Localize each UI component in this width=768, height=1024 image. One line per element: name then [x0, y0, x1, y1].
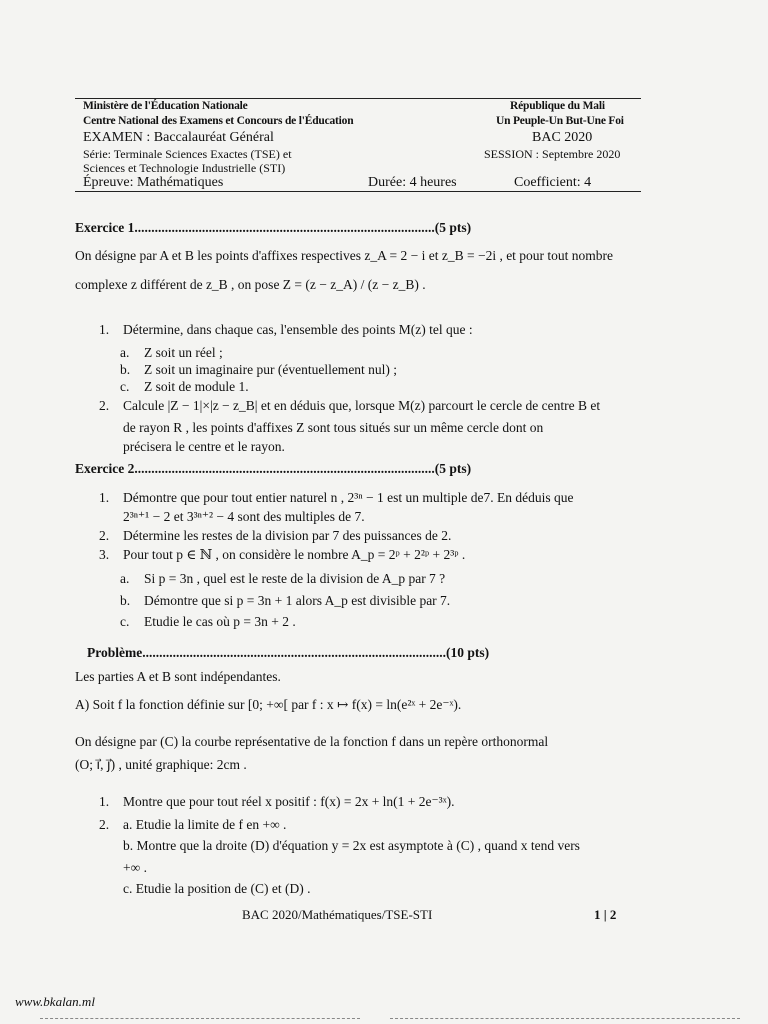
exercise-1-question-1b: Z soit un imaginaire pur (éventuellement nul) ; — [144, 362, 398, 377]
item-number: 2. — [99, 817, 110, 832]
item-letter: a. — [120, 345, 130, 360]
item-letter: a. — [120, 571, 130, 586]
exercise-2-question-3c: Etudie le cas où p = 3n + 2 . — [144, 614, 296, 629]
epreuve: Épreuve: Mathématiques — [83, 175, 224, 190]
problem-curve-line-2: (O; i⃗, j⃗) , unité graphique: 2cm . — [75, 757, 247, 772]
exercise-2-question-1-line-1: Démontre que pour tout entier naturel n , 2³ⁿ − 1 est un multiple de7. En déduis que — [123, 490, 574, 505]
exercise-1-question-1c: Z soit de module 1. — [144, 379, 249, 394]
session: SESSION : Septembre 2020 — [484, 147, 621, 161]
exam-type: EXAMEN : Baccalauréat Général — [83, 130, 274, 145]
exercise-1-question-2-line-3: précisera le centre et le rayon. — [123, 439, 285, 454]
problem-part-a-definition: A) Soit f la fonction définie sur [0; +∞[ par f : x ↦ f(x) = ln(e²ˣ + 2e⁻ˣ). — [75, 697, 462, 712]
footer-exam-reference: BAC 2020/Mathématiques/TSE-STI — [242, 907, 433, 922]
exercise-2-question-2: Détermine les restes de la division par 7 des puissances de 2. — [123, 528, 452, 543]
item-number: 2. — [99, 398, 110, 413]
exercise-2-question-3a: Si p = 3n , quel est le reste de la division de A_p par 7 ? — [144, 571, 446, 586]
exam-center-name: Centre National des Examens et Concours de l'Éducation — [83, 115, 354, 127]
republic-name: République du Mali — [510, 100, 605, 112]
problem-question-1: Montre que pour tout réel x positif : f(x) = 2x + ln(1 + 2e⁻³ˣ). — [123, 794, 455, 809]
item-number: 2. — [99, 528, 110, 543]
exercise-1-question-2-line-1: Calcule |Z − 1|×|z − z_B| et en déduis que, lorsque M(z) parcourt le cercle de centre B et — [123, 398, 601, 413]
item-number: 3. — [99, 547, 110, 562]
problem-question-2b-line-2: +∞ . — [123, 860, 147, 875]
duration: Durée: 4 heures — [368, 175, 457, 190]
serie-line-1: Série: Terminale Sciences Exactes (TSE) et — [83, 147, 292, 161]
coefficient: Coefficient: 4 — [514, 175, 592, 190]
exercise-1-intro-line-2: complexe z différent de z_B , on pose Z = (z − z_A) / (z − z_B) . — [75, 277, 426, 292]
item-letter: b. — [120, 362, 131, 377]
bottom-edge-dashes-right — [390, 1018, 740, 1020]
exercise-1-question-1a: Z soit un réel ; — [144, 345, 223, 360]
item-letter: c. — [120, 614, 130, 629]
exercise-1-question-1: Détermine, dans chaque cas, l'ensemble des points M(z) tel que : — [123, 322, 473, 337]
exercise-1-intro-line-1: On désigne par A et B les points d'affixes respectives z_A = 2 − i et z_B = −2i , et pour tout nombre — [75, 248, 614, 263]
bottom-edge-dashes-left — [40, 1018, 360, 1020]
problem-question-2c: c. Etudie la position de (C) et (D) . — [123, 881, 311, 896]
problem-curve-line-1: On désigne par (C) la courbe représentative de la fonction f dans un repère orthonormal — [75, 734, 549, 749]
republic-motto: Un Peuple-Un But-Une Foi — [496, 115, 624, 127]
item-number: 1. — [99, 490, 110, 505]
website-watermark: www.bkalan.ml — [15, 994, 95, 1009]
problem-question-2b-line-1: b. Montre que la droite (D) d'équation y = 2x est asymptote à (C) , quand x tend vers — [123, 838, 580, 853]
exercise-1-question-2-line-2: de rayon R , les points d'affixes Z sont tous situés sur un même cercle dont on — [123, 420, 544, 435]
exercise-2-question-1-line-2: 2³ⁿ⁺¹ − 2 et 3³ⁿ⁺² − 4 sont des multiples de 7. — [123, 509, 365, 524]
bac-year: BAC 2020 — [532, 130, 593, 145]
problem-parts-note: Les parties A et B sont indépendantes. — [75, 669, 281, 684]
ministry-name: Ministère de l'Éducation Nationale — [83, 100, 248, 112]
exercise-2-question-3: Pour tout p ∈ ℕ , on considère le nombre A_p = 2ᵖ + 2²ᵖ + 2³ᵖ . — [123, 547, 466, 562]
exercise-2-question-3b: Démontre que si p = 3n + 1 alors A_p est divisible par 7. — [144, 593, 451, 608]
serie-line-2: Sciences et Technologie Industrielle (STI) — [83, 161, 286, 175]
problem-question-2a: a. Etudie la limite de f en +∞ . — [123, 817, 287, 832]
exercise-1-title: Exercice 1.........................................................................................(5 pts) — [75, 220, 472, 235]
page-number: 1 | 2 — [594, 907, 617, 922]
item-letter: c. — [120, 379, 130, 394]
problem-title: Problème..........................................................................................(10 pts) — [87, 645, 490, 660]
exercise-2-title: Exercice 2.........................................................................................(5 pts) — [75, 461, 472, 476]
item-number: 1. — [99, 322, 110, 337]
item-letter: b. — [120, 593, 131, 608]
item-number: 1. — [99, 794, 110, 809]
